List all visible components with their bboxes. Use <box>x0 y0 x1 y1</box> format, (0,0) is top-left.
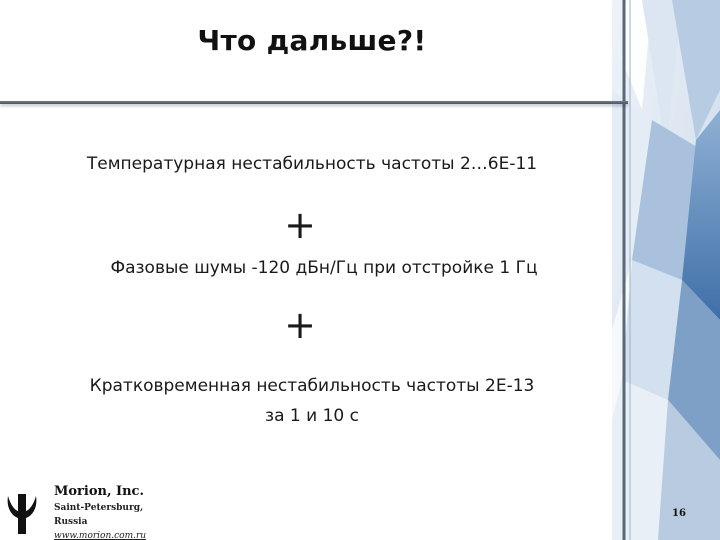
company-website-link[interactable]: www.morion.com.ru <box>54 531 147 540</box>
item-short-term-instability: Кратковременная нестабильность частоты 2Е-13 <box>89 376 535 396</box>
item-short-term-instability-suffix: за 1 и 10 с <box>265 406 359 426</box>
item-temperature-instability: Температурная нестабильность частоты 2…6Е-11 <box>86 154 538 174</box>
slide-title: Что дальше?! <box>197 24 427 57</box>
plus-sign-2: + <box>284 303 316 347</box>
title-divider <box>0 101 628 104</box>
company-city: Saint-Petersburg, <box>54 503 144 513</box>
plus-sign-1: + <box>284 203 316 247</box>
morion-logo-icon <box>4 490 40 536</box>
company-country: Russia <box>54 517 88 527</box>
company-name: Morion, Inc. <box>54 484 144 499</box>
item-phase-noise: Фазовые шумы -120 дБн/Гц при отстройке 1 Гц <box>110 258 538 278</box>
page-number: 16 <box>672 508 686 519</box>
